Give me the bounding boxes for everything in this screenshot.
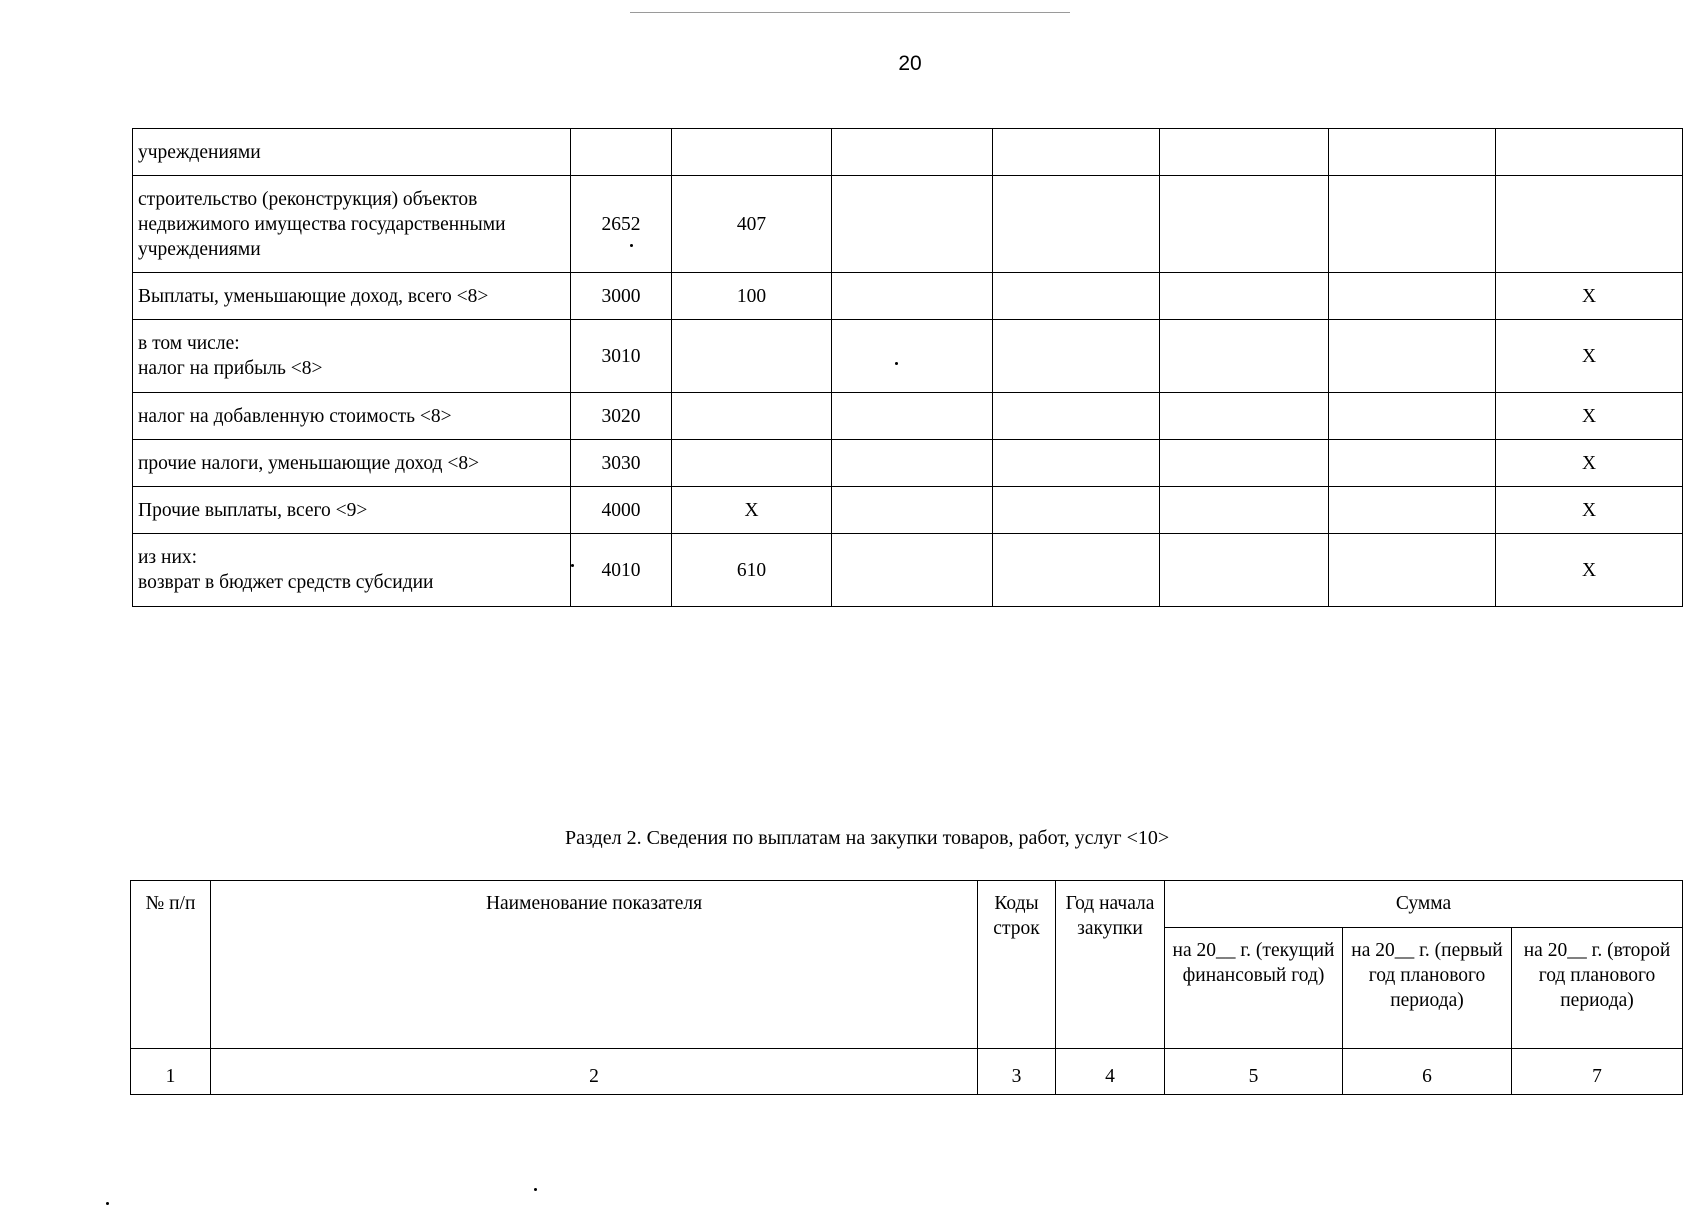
row-kosgu: X [672,487,832,534]
header-name: Наименование показателя [211,881,978,1049]
row-cell [1160,440,1329,487]
row-cell [1160,487,1329,534]
header-row [131,881,1683,928]
row-name: налог на добавленную стоимость <8> [133,393,571,440]
row-cell: X [1496,534,1683,607]
header-year: Год начала закупки [1056,881,1165,1049]
row-cell [1329,534,1496,607]
row-cell [993,129,1160,176]
row-cell [1329,320,1496,393]
row-name-line1: из них: [138,547,198,568]
row-name-line2: налог на прибыль <8> [138,358,323,379]
row-name: Выплаты, уменьшающие доход, всего <8> [133,273,571,320]
row-code [571,129,672,176]
row-cell [1160,320,1329,393]
row-name [133,320,571,393]
row-cell [993,393,1160,440]
row-cell [832,487,993,534]
row-kosgu: 100 [672,273,832,320]
row-cell: X [1496,487,1683,534]
table-row [133,393,1683,440]
row-cell [832,440,993,487]
header-num: № п/п [131,881,211,1049]
row-code: 4000 [571,487,672,534]
table-row [133,176,1683,273]
payments-table [132,128,1683,607]
row-kosgu: 407 [672,176,832,273]
scan-mark [534,1188,537,1191]
row-cell [1329,129,1496,176]
row-code: 2652 [571,176,672,273]
row-cell [832,176,993,273]
procurement-table [130,880,1683,1095]
row-kosgu: 610 [672,534,832,607]
row-code: 4010 [571,534,672,607]
row-cell [1329,440,1496,487]
row-cell [993,273,1160,320]
row-code: 3030 [571,440,672,487]
table-row [133,320,1683,393]
row-cell [1160,129,1329,176]
column-number: 7 [1512,1049,1683,1095]
row-cell [1329,273,1496,320]
column-number: 2 [211,1049,978,1095]
column-number-row [131,1049,1683,1095]
row-cell [1496,129,1683,176]
scan-mark [630,244,633,247]
row-cell [1329,487,1496,534]
row-cell [1160,273,1329,320]
row-cell [832,534,993,607]
header-sum-first-plan: на 20__ г. (первый год планового периода) [1343,928,1512,1049]
column-number: 3 [978,1049,1056,1095]
header-sum: Сумма [1165,881,1683,928]
row-name: строительство (реконструкция) объектов недвижимого имущества государственными учреждениями [133,176,571,273]
row-cell [1160,393,1329,440]
row-name [133,534,571,607]
row-cell: X [1496,440,1683,487]
row-cell: X [1496,320,1683,393]
row-kosgu [672,440,832,487]
row-name-line1: в том числе: [138,333,240,354]
column-number: 1 [131,1049,211,1095]
row-cell [1160,534,1329,607]
row-cell [993,176,1160,273]
row-cell [832,273,993,320]
section-2-title: Раздел 2. Сведения по выплатам на закупки товаров, работ, услуг <10> [565,827,1170,849]
table-row [133,129,1683,176]
row-cell [993,487,1160,534]
row-cell [832,129,993,176]
scan-mark [571,564,574,567]
top-rule [630,12,1070,13]
row-code: 3000 [571,273,672,320]
row-cell [1329,176,1496,273]
row-code: 3010 [571,320,672,393]
row-kosgu [672,129,832,176]
row-cell [1160,176,1329,273]
row-kosgu [672,393,832,440]
row-cell [832,393,993,440]
row-cell [993,440,1160,487]
row-kosgu [672,320,832,393]
row-cell [832,320,993,393]
row-name: прочие налоги, уменьшающие доход <8> [133,440,571,487]
column-number: 6 [1343,1049,1512,1095]
row-name: учреждениями [133,129,571,176]
page-number: 20 [898,52,922,75]
row-cell [1329,393,1496,440]
row-cell: X [1496,393,1683,440]
header-sum-current: на 20__ г. (текущий финансовый год) [1165,928,1343,1049]
row-cell [993,534,1160,607]
header-codes: Коды строк [978,881,1056,1049]
row-name: Прочие выплаты, всего <9> [133,487,571,534]
row-cell: X [1496,273,1683,320]
table-row [133,273,1683,320]
row-cell [993,320,1160,393]
row-name-line2: возврат в бюджет средств субсидии [138,572,434,593]
table-row [133,440,1683,487]
header-sum-second-plan: на 20__ г. (второй год планового периода) [1512,928,1683,1049]
row-cell [1496,176,1683,273]
row-code: 3020 [571,393,672,440]
column-number: 4 [1056,1049,1165,1095]
table-row [133,487,1683,534]
column-number: 5 [1165,1049,1343,1095]
scan-mark [895,362,898,365]
table-row [133,534,1683,607]
